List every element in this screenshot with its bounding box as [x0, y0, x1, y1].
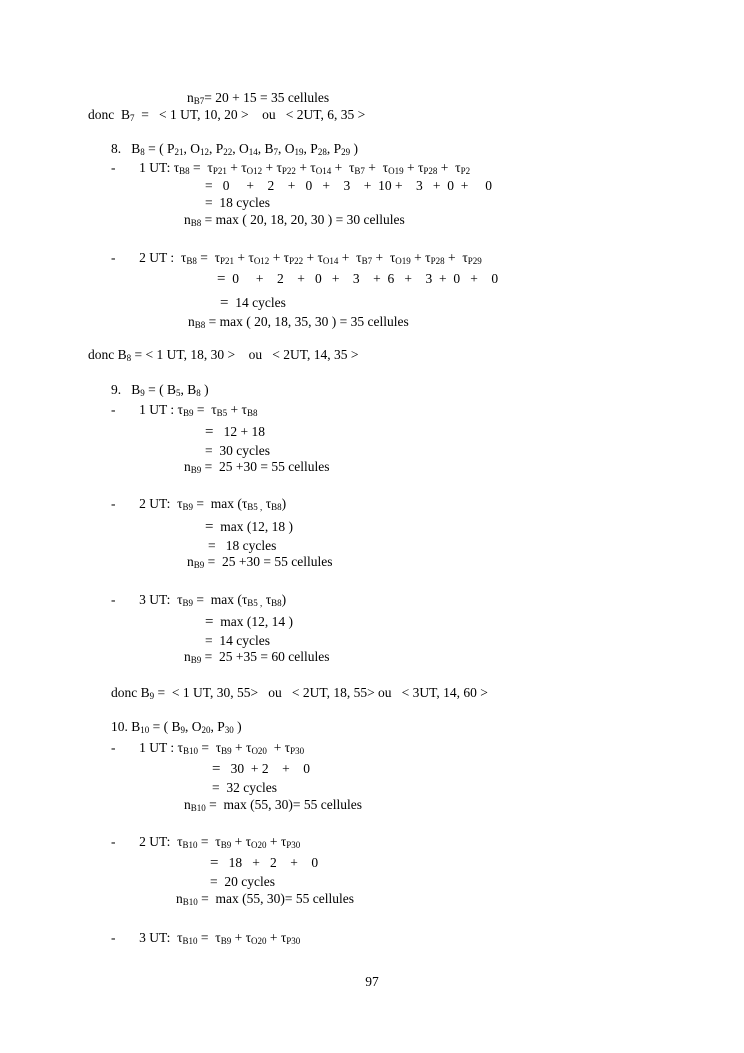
text-segment: = < 1 UT, 18, 30 > ou < 2UT, 14, 35 >	[131, 347, 359, 362]
text-segment: = 25 +35 = 60 cellules	[201, 649, 330, 664]
text-line	[88, 347, 358, 363]
subscript: B9	[221, 746, 232, 756]
text-segment: + τ	[231, 834, 251, 849]
subscript: 14	[248, 147, 258, 157]
subscript: 29	[341, 147, 351, 157]
subscript: 8	[126, 353, 132, 363]
text-segment: = max ( 20, 18, 35, 30 ) = 35 cellules	[205, 314, 409, 329]
text-segment: - 3 UT: τ	[111, 592, 183, 607]
text-segment: max (12, 14 )	[213, 614, 293, 629]
text-segment: )	[200, 382, 209, 397]
text-segment: = 18 cycles	[205, 195, 270, 210]
subscript: O19	[395, 256, 411, 266]
text-segment: donc B	[111, 685, 150, 700]
text-segment: 14 cycles	[228, 295, 286, 310]
text-line	[205, 519, 293, 535]
text-line	[111, 685, 488, 701]
text-segment: n	[188, 314, 195, 329]
text-segment: - 2 UT: τ	[111, 834, 183, 849]
subscript: B9	[182, 408, 194, 418]
text-segment: = < 1 UT, 30, 55> ou < 2UT, 18, 55> ou < 3UT, 14, 60 >	[154, 685, 488, 700]
text-line	[111, 496, 286, 512]
equals-sign: =	[217, 271, 226, 287]
text-segment: , B	[257, 141, 274, 156]
text-line	[111, 160, 470, 176]
text-line	[187, 554, 332, 570]
text-line	[210, 855, 318, 871]
text-segment: - 2 UT : τ	[111, 250, 187, 265]
text-segment: = max (τ	[193, 496, 248, 511]
text-segment: + τ	[227, 402, 247, 417]
subscript: 21	[174, 147, 184, 157]
text-segment: , P	[326, 141, 342, 156]
text-line	[111, 930, 300, 946]
subscript: O20	[251, 936, 267, 946]
text-line	[205, 424, 265, 440]
text-line	[111, 141, 358, 157]
text-segment: + τ	[266, 930, 287, 945]
subscript: 9	[140, 388, 145, 398]
text-segment: = 25 +30 = 55 cellules	[201, 459, 330, 474]
subscript: P29	[467, 256, 482, 266]
text-line	[205, 633, 270, 649]
subscript: B8	[271, 502, 282, 512]
text-line	[212, 761, 310, 777]
text-segment: = max (55, 30)= 55 cellules	[205, 797, 362, 812]
text-segment: = 14 cycles	[205, 633, 270, 648]
text-segment: = 20 + 15 = 35 cellules	[204, 90, 330, 105]
text-line	[184, 797, 362, 813]
text-segment: - 1 UT : τ	[111, 402, 183, 417]
text-segment: = ( P	[144, 141, 175, 156]
text-segment: )	[281, 592, 287, 607]
text-segment: n	[187, 554, 194, 569]
equals-sign: =	[210, 855, 219, 871]
text-segment: + τ	[338, 250, 362, 265]
subscript: B10	[182, 746, 198, 756]
text-line	[111, 834, 300, 850]
subscript: B10	[190, 803, 206, 813]
text-line	[111, 592, 286, 608]
page-number: 97	[365, 974, 379, 989]
subscript: 7	[130, 113, 135, 123]
text-line	[111, 382, 209, 398]
text-segment: n	[184, 649, 191, 664]
text-segment: , P	[303, 141, 318, 156]
text-segment: + τ	[410, 250, 431, 265]
subscript: O20	[251, 840, 267, 850]
text-segment: + τ	[266, 834, 287, 849]
subscript: P21	[212, 166, 227, 176]
text-line	[205, 178, 492, 194]
subscript: B9	[220, 840, 232, 850]
text-segment: + τ	[231, 740, 252, 755]
text-segment: 12 + 18	[213, 424, 265, 439]
text-segment: = τ	[197, 930, 221, 945]
text-segment: - 1 UT : τ	[111, 740, 183, 755]
subscript: P30	[286, 840, 301, 850]
subscript: 8	[196, 388, 201, 398]
text-line	[212, 780, 277, 796]
text-segment: + τ	[331, 160, 355, 175]
equals-sign: =	[220, 295, 229, 311]
subscript: P2	[460, 166, 471, 176]
text-segment: 18 + 2 + 0	[218, 855, 319, 870]
text-segment: + τ	[437, 160, 461, 175]
subscript: B9	[182, 598, 194, 608]
text-segment: )	[350, 141, 358, 156]
subscript: B7	[193, 96, 205, 106]
text-segment: = 18 cycles	[208, 538, 277, 553]
text-line	[88, 107, 365, 123]
subscript: 8	[140, 147, 145, 157]
text-segment: = 0 + 2 + 0 + 3 + 10 + 3 + 0 + 0	[205, 178, 493, 193]
subscript: 9	[180, 725, 186, 735]
text-segment: + τ	[226, 160, 247, 175]
subscript: B7	[354, 166, 365, 176]
subscript: 9	[149, 691, 155, 701]
subscript: B9	[182, 502, 194, 512]
text-segment: = max ( 20, 18, 20, 30 ) = 30 cellules	[201, 212, 405, 227]
text-line	[188, 314, 409, 330]
text-segment: )	[233, 719, 242, 734]
text-segment: n	[184, 459, 191, 474]
text-line	[184, 459, 329, 475]
subscript: P30	[286, 936, 301, 946]
subscript: P30	[290, 746, 305, 756]
subscript: 20	[201, 725, 211, 735]
subscript: B5 ,	[247, 502, 263, 512]
text-segment: = < 1 UT, 10, 20 > ou < 2UT, 6, 35 >	[134, 107, 366, 122]
subscript: B9	[220, 936, 232, 946]
subscript: O20	[251, 746, 267, 756]
text-segment: 0 + 2 + 0 + 3 + 6 + 3 + 0 + 0	[225, 271, 499, 286]
text-segment: = 25 +30 = 55 cellules	[204, 554, 333, 569]
subscript: O12	[246, 166, 263, 176]
text-segment: τ	[262, 592, 272, 607]
text-segment: , O	[232, 141, 249, 156]
text-segment: , O	[183, 141, 201, 156]
text-line	[187, 90, 329, 106]
text-segment: max (12, 18 )	[213, 519, 293, 534]
text-segment: n	[187, 90, 194, 105]
subscript: B9	[190, 655, 202, 665]
text-segment: = 32 cycles	[212, 780, 277, 795]
subscript: 19	[294, 147, 304, 157]
text-segment: = τ	[197, 740, 222, 755]
subscript: P28	[423, 166, 438, 176]
subscript: P21	[220, 256, 235, 266]
text-segment: - 2 UT: τ	[111, 496, 183, 511]
text-segment: , O	[278, 141, 295, 156]
text-segment: - 3 UT: τ	[111, 930, 183, 945]
text-segment: donc B	[88, 107, 130, 122]
text-segment: + τ	[262, 160, 282, 175]
text-segment: = ( B	[144, 382, 177, 397]
subscript: B8	[179, 166, 190, 176]
text-segment: = τ	[193, 402, 217, 417]
text-segment: n	[184, 797, 191, 812]
text-segment: , P	[209, 141, 224, 156]
text-segment: 9. B	[111, 382, 141, 397]
text-segment: , B	[180, 382, 197, 397]
text-line	[210, 874, 275, 890]
equals-sign: =	[205, 519, 214, 535]
text-line	[208, 538, 276, 554]
subscript: B10	[182, 840, 198, 850]
equals-sign: =	[205, 424, 214, 440]
subscript: 30	[224, 725, 234, 735]
text-segment: τ	[262, 496, 272, 511]
subscript: O19	[388, 166, 404, 176]
subscript: B8	[271, 598, 282, 608]
text-segment: + τ	[303, 250, 323, 265]
subscript: B5	[216, 408, 228, 418]
subscript: B10	[182, 936, 198, 946]
subscript: P22	[289, 256, 304, 266]
subscript: B9	[193, 560, 205, 570]
text-segment: n	[184, 212, 191, 227]
text-segment: = 30 cycles	[205, 443, 270, 458]
text-line	[111, 719, 242, 735]
text-segment: + τ	[269, 250, 290, 265]
subscript: 28	[317, 147, 327, 157]
text-line	[111, 250, 482, 266]
subscript: B8	[194, 320, 206, 330]
subscript: P22	[281, 166, 296, 176]
text-line	[184, 649, 329, 665]
subscript: B8	[246, 408, 258, 418]
text-segment: + τ	[266, 740, 291, 755]
text-line	[176, 891, 354, 907]
text-line	[111, 402, 257, 418]
text-segment: 8. B	[111, 141, 141, 156]
text-segment: 10. B	[111, 719, 141, 734]
text-line	[184, 212, 405, 228]
text-segment: , P	[210, 719, 225, 734]
text-segment: 30 + 2 + 0	[220, 761, 310, 776]
subscript: 22	[223, 147, 233, 157]
subscript: B8	[190, 218, 202, 228]
subscript: O14	[315, 166, 332, 176]
text-line	[205, 614, 293, 630]
text-segment: )	[281, 496, 287, 511]
text-segment: = max (55, 30)= 55 cellules	[197, 891, 354, 906]
text-segment: donc B	[88, 347, 127, 362]
text-line	[217, 271, 498, 287]
text-line	[205, 195, 270, 211]
text-segment: = τ	[197, 834, 221, 849]
subscript: B9	[190, 465, 202, 475]
equals-sign: =	[205, 614, 214, 630]
text-segment: , O	[185, 719, 202, 734]
equals-sign: =	[212, 761, 221, 777]
text-segment: + τ	[364, 160, 389, 175]
text-segment: = τ	[196, 250, 220, 265]
subscript: B7	[361, 256, 373, 266]
text-segment: = max (τ	[193, 592, 248, 607]
text-segment: n	[176, 891, 183, 906]
text-segment: = ( B	[149, 719, 181, 734]
text-segment: + τ	[295, 160, 316, 175]
text-line	[220, 295, 286, 311]
text-segment: = 20 cycles	[210, 874, 275, 889]
subscript: 12	[200, 147, 210, 157]
text-segment: + τ	[234, 250, 254, 265]
subscript: B8	[186, 256, 197, 266]
text-segment: = τ	[189, 160, 213, 175]
text-line	[111, 740, 304, 756]
subscript: 7	[273, 147, 279, 157]
subscript: P28	[430, 256, 445, 266]
text-segment: + τ	[372, 250, 396, 265]
text-segment: + τ	[444, 250, 468, 265]
text-segment: + τ	[403, 160, 424, 175]
text-segment: - 1 UT: τ	[111, 160, 180, 175]
subscript: 5	[176, 388, 181, 398]
subscript: 10	[140, 725, 150, 735]
text-segment: + τ	[231, 930, 251, 945]
subscript: B10	[182, 897, 198, 907]
text-line	[205, 443, 270, 459]
subscript: B5 ,	[247, 598, 263, 608]
subscript: O14	[322, 256, 339, 266]
subscript: O12	[253, 256, 270, 266]
